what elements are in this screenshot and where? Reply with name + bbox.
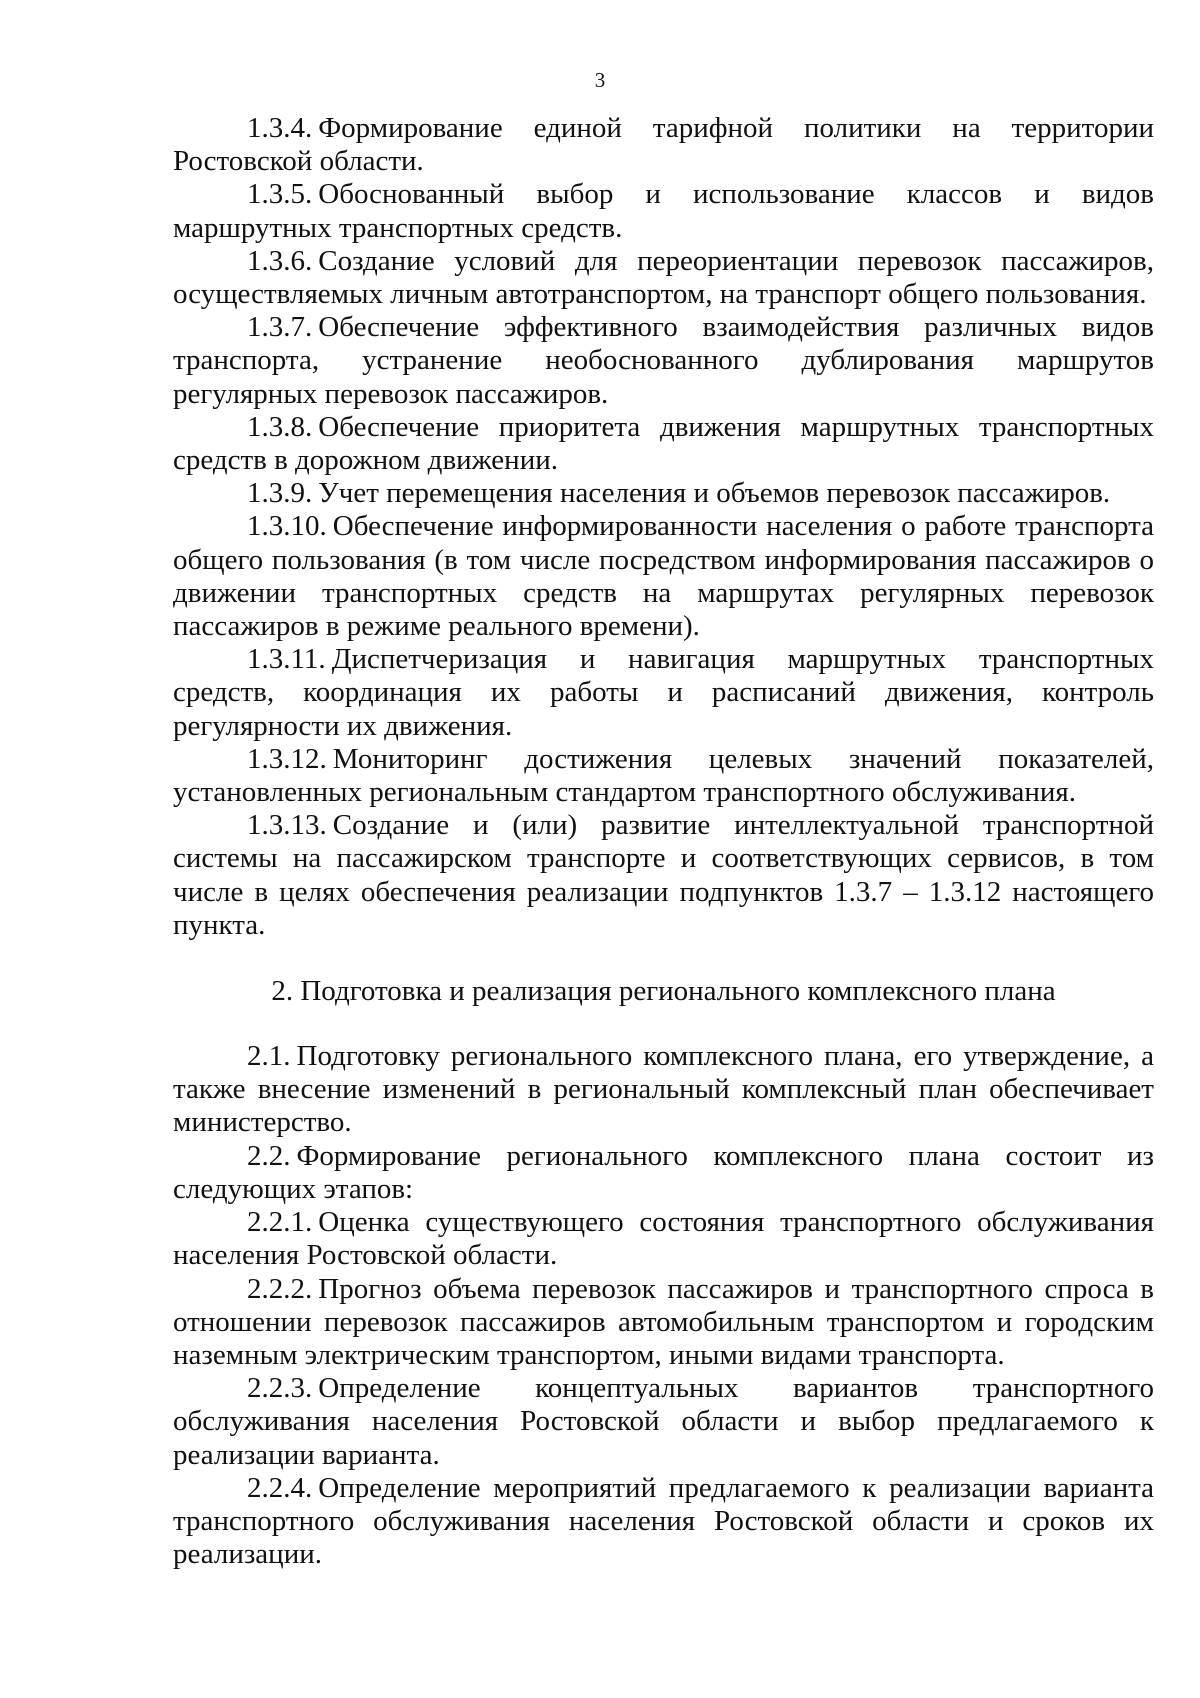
- item-number: 2.2.1.: [247, 1206, 313, 1239]
- paragraph-1-3-7: [173, 311, 1154, 411]
- item-text: Создание и (или) развитие интеллектуальной транспортной системы на пассажирском транспорте и соответствующих сервисов, в том числе в целях обеспечения реализации подпунктов 1.3.7 – 1.3.12 настоящего пункта.: [173, 809, 1154, 941]
- paragraph-2-1: [173, 1040, 1154, 1140]
- paragraph-2-2: [173, 1140, 1154, 1206]
- item-number: 2.2.: [247, 1139, 291, 1172]
- item-number: 2.2.4.: [247, 1471, 313, 1504]
- item-text: Формирование единой тарифной политики на территории Ростовской области.: [173, 112, 1154, 178]
- paragraph-1-3-12: [173, 743, 1154, 809]
- paragraph-2-2-4: [173, 1472, 1154, 1572]
- item-text: Прогноз объема перевозок пассажиров и транспортного спроса в отношении перевозок пассажиров автомобильным транспортом и городским наземным электрическим транспортом, иными видами транспорта.: [173, 1272, 1154, 1371]
- item-text: Формирование регионального комплексного плана состоит из следующих этапов:: [173, 1139, 1154, 1205]
- item-text: Оценка существующего состояния транспортного обслуживания населения Ростовской области.: [173, 1206, 1154, 1272]
- paragraph-1-3-10: [173, 510, 1154, 643]
- item-text: Диспетчеризация и навигация маршрутных транспортных средств, координация их работы и расписаний движения, контроль регулярности их движения.: [173, 643, 1154, 742]
- item-number: 1.3.7.: [247, 311, 313, 344]
- paragraph-1-3-9: [173, 477, 1154, 510]
- item-text: Учет перемещения населения и объемов перевозок пассажиров.: [318, 477, 1111, 510]
- section-heading: 2. Подготовка и реализация регионального комплексного плана: [271, 975, 1056, 1008]
- item-text: Создание условий для переориентации перевозок пассажиров, осуществляемых личным автотранспортом, на транспорт общего пользования.: [173, 244, 1154, 311]
- item-number: 1.3.12.: [247, 742, 327, 775]
- paragraph-1-3-6: [173, 245, 1154, 311]
- paragraph-1-3-5: [173, 178, 1154, 244]
- item-text: Обоснованный выбор и использование классов и видов маршрутных транспортных средств.: [173, 178, 1154, 244]
- item-number: 2.1.: [247, 1040, 291, 1073]
- document-body: [173, 112, 1154, 1571]
- item-text: Определение концептуальных вариантов транспортного обслуживания населения Ростовской области и выбор предлагаемого к реализации варианта.: [173, 1372, 1154, 1471]
- item-number: 2.2.2.: [247, 1272, 313, 1305]
- item-text: Обеспечение эффективного взаимодействия различных видов транспорта, устранение необоснованного дублирования маршрутов регулярных перевозок пассажиров.: [173, 311, 1154, 410]
- item-number: 1.3.10.: [247, 510, 327, 543]
- item-text: Подготовку регионального комплексного плана, его утверждение, а также внесение изменений в региональный комплексный план обеспечивает министерство.: [173, 1040, 1154, 1139]
- item-number: 1.3.6.: [247, 244, 313, 277]
- paragraph-2-2-1: [173, 1206, 1154, 1272]
- item-text: Обеспечение приоритета движения маршрутных транспортных средств в дорожном движении.: [173, 410, 1154, 477]
- item-text: Обеспечение информированности населения о работе транспорта общего пользования (в том числе посредством информирования пассажиров о движении транспортных средств на маршрутах регулярных перевозок пассажиров в режиме реального времени).: [173, 510, 1154, 643]
- page-number: 3: [594, 68, 606, 92]
- item-number: 1.3.5.: [247, 178, 313, 211]
- paragraph-2-2-2: [173, 1273, 1154, 1373]
- paragraph-1-3-4: [173, 112, 1154, 178]
- paragraph-1-3-11: [173, 643, 1154, 743]
- item-number: 1.3.13.: [247, 809, 327, 842]
- item-number: 1.3.11.: [247, 643, 326, 676]
- paragraph-1-3-8: [173, 411, 1154, 477]
- item-text: Определение мероприятий предлагаемого к реализации варианта транспортного обслуживания населения Ростовской области и сроков их реализации.: [173, 1471, 1154, 1571]
- item-text: Мониторинг достижения целевых значений показателей, установленных региональным стандартом транспортного обслуживания.: [173, 742, 1154, 809]
- paragraph-2-2-3: [173, 1372, 1154, 1472]
- paragraph-1-3-13: [173, 809, 1154, 942]
- item-number: 1.3.8.: [247, 410, 313, 443]
- item-number: 1.3.4.: [247, 112, 313, 144]
- item-number: 2.2.3.: [247, 1372, 313, 1405]
- item-number: 1.3.9.: [247, 477, 313, 510]
